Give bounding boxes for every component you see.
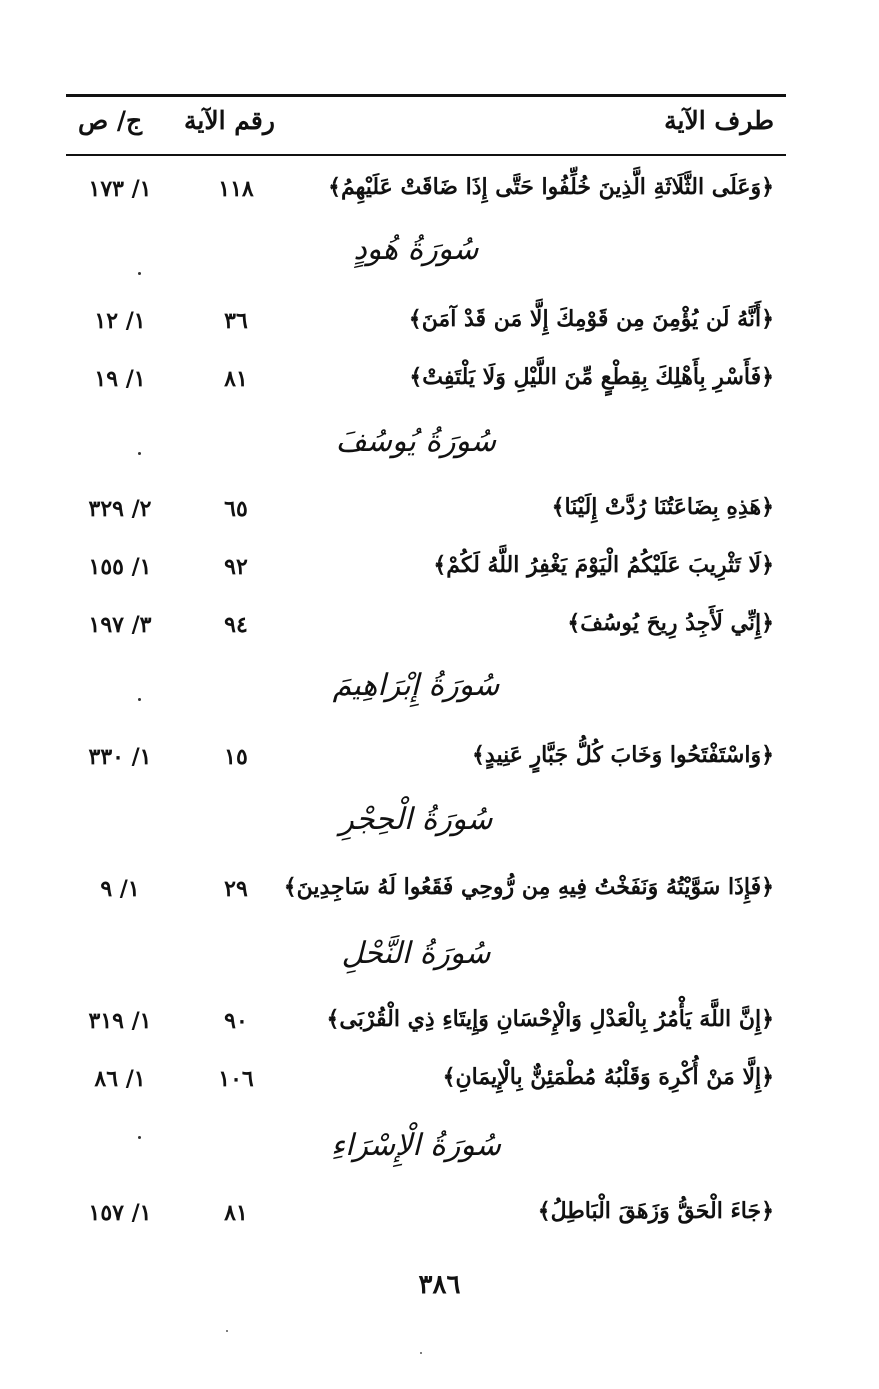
volume-page-ref: ١/ ١٥٥ — [88, 554, 152, 580]
table-row — [66, 490, 786, 530]
surah-heading: سُورَةُ الْإِسْرَاءِ — [331, 1128, 501, 1163]
surah-heading: سُورَةُ إِبْرَاهِيمَ — [332, 668, 500, 703]
verse-number: ١٥ — [224, 744, 248, 770]
volume-page-ref: ١/ ٣٣٠ — [88, 744, 152, 770]
header-number-column: رقم الآية — [184, 106, 275, 135]
table-row — [66, 606, 786, 646]
volume-page-ref: ١/ ٨٦ — [94, 1066, 146, 1092]
verse-text: ﴿جَاءَ الْحَقُّ وَزَهَقَ الْبَاطِلُ﴾ — [537, 1198, 774, 1224]
speck — [226, 1330, 228, 1332]
verse-number: ١٠٦ — [218, 1066, 254, 1092]
table-row — [66, 170, 786, 210]
verse-number: ٢٩ — [224, 876, 248, 902]
surah-heading: سُورَةُ الْحِجْرِ — [339, 802, 493, 837]
header-reference-column: ج/ ص — [78, 106, 143, 135]
dot-mark — [138, 698, 141, 701]
table-row — [66, 738, 786, 778]
verse-text: ﴿هَذِهِ بِضَاعَتُنَا رُدَّتْ إِلَيْنَا﴾ — [551, 494, 774, 520]
volume-page-ref: ١/ ١٧٣ — [88, 176, 152, 202]
table-row — [66, 1194, 786, 1234]
verse-text: ﴿أَنَّهُ لَن يُؤْمِنَ مِن قَوْمِكَ إِلَّا مَن قَدْ آمَنَ﴾ — [408, 306, 774, 332]
top-rule — [66, 94, 786, 97]
verse-text: ﴿إِلَّا مَنْ أُكْرِهَ وَقَلْبُهُ مُطْمَئِنٌّ بِالْإِيمَانِ﴾ — [442, 1064, 774, 1090]
dot-mark — [138, 1136, 141, 1139]
verse-number: ٩٤ — [224, 612, 248, 638]
volume-page-ref: ١/ ١٥٧ — [88, 1200, 152, 1226]
speck — [420, 1352, 422, 1354]
verse-number: ١١٨ — [218, 176, 254, 202]
table-row — [66, 1060, 786, 1100]
table-row — [66, 870, 786, 910]
table-row — [66, 548, 786, 588]
header-verse-column: طرف الآية — [664, 106, 774, 135]
volume-page-ref: ١/ ٩ — [100, 876, 140, 902]
verse-text: ﴿فَأَسْرِ بِأَهْلِكَ بِقِطْعٍ مِّنَ اللَّيْلِ وَلَا يَلْتَفِتْ﴾ — [409, 364, 774, 390]
dot-mark — [138, 452, 141, 455]
header-rule — [66, 154, 786, 156]
volume-page-ref: ١/ ١٢ — [94, 308, 146, 334]
table-row — [66, 302, 786, 342]
volume-page-ref: ٣/ ١٩٧ — [88, 612, 152, 638]
table-row — [66, 360, 786, 400]
surah-heading: سُورَةُ يُوسُفَ — [335, 424, 497, 459]
verse-number: ٣٦ — [224, 308, 248, 334]
dot-mark — [138, 272, 141, 275]
verse-text: ﴿وَاسْتَفْتَحُوا وَخَابَ كُلُّ جَبَّارٍ عَنِيدٍ﴾ — [472, 742, 774, 768]
verse-text: ﴿لَا تَثْرِيبَ عَلَيْكُمُ الْيَوْمَ يَغْفِرُ اللَّهُ لَكُمْ﴾ — [433, 552, 774, 578]
surah-heading: سُورَةُ هُودٍ — [353, 232, 479, 267]
verse-text: ﴿فَإِذَا سَوَّيْتُهُ وَنَفَخْتُ فِيهِ مِن رُّوحِي فَقَعُوا لَهُ سَاجِدِينَ﴾ — [283, 874, 774, 900]
verse-text: ﴿وَعَلَى الثَّلَاثَةِ الَّذِينَ خُلِّفُوا حَتَّى إِذَا ضَاقَتْ عَلَيْهِمُ﴾ — [328, 174, 774, 200]
surah-heading: سُورَةُ النَّحْلِ — [341, 936, 491, 971]
verse-text: ﴿إِنَّ اللَّهَ يَأْمُرُ بِالْعَدْلِ وَالْإِحْسَانِ وَإِيتَاءِ ذِي الْقُرْبَى﴾ — [326, 1006, 774, 1032]
verse-number: ٩٢ — [224, 554, 248, 580]
verse-text: ﴿إِنِّي لَأَجِدُ رِيحَ يُوسُفَ﴾ — [567, 610, 774, 636]
page-number: ٣٨٦ — [418, 1270, 461, 1300]
volume-page-ref: ١/ ١٩ — [94, 366, 146, 392]
verse-number: ٨١ — [224, 366, 248, 392]
table-row — [66, 1002, 786, 1042]
verse-number: ٨١ — [224, 1200, 248, 1226]
volume-page-ref: ١/ ٣١٩ — [88, 1008, 152, 1034]
verse-number: ٩٠ — [224, 1008, 248, 1034]
volume-page-ref: ٢/ ٣٢٩ — [88, 496, 152, 522]
verse-number: ٦٥ — [224, 496, 248, 522]
